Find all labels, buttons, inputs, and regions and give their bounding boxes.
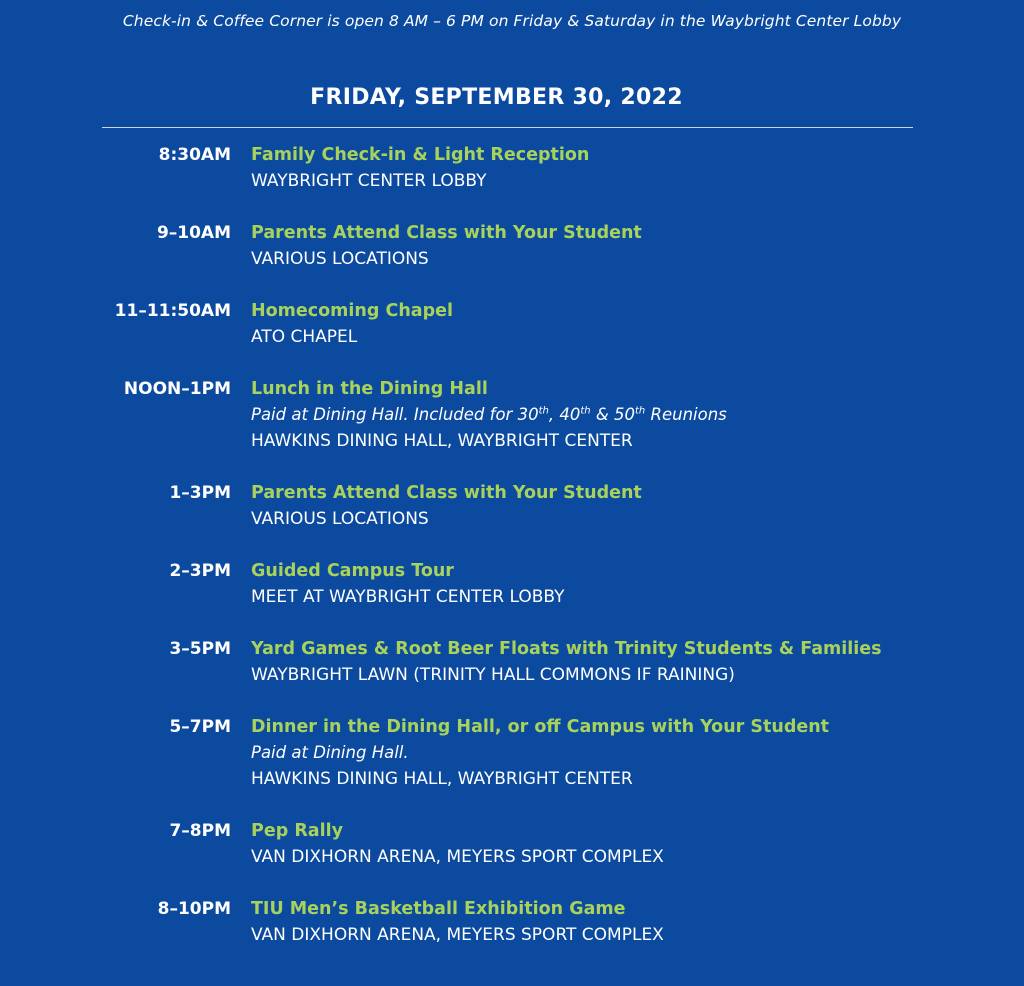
event-location: WAYBRIGHT LAWN (TRINITY HALL COMMONS IF RAINING) (251, 665, 735, 685)
event-time: 9–10AM (156, 223, 231, 243)
note-text: , 40 (548, 405, 581, 424)
event-details (251, 818, 1024, 870)
event-time: 7–8PM (169, 821, 231, 841)
ordinal-suffix: th (634, 405, 646, 417)
note-text: Reunions (645, 405, 727, 424)
event-details (251, 714, 1024, 792)
ordinal-suffix: th (538, 405, 549, 417)
event-title: Lunch in the Dining Hall (251, 379, 488, 399)
schedule-event (0, 636, 1024, 688)
schedule-event (0, 480, 1024, 532)
event-details (251, 220, 1024, 272)
schedule-event (0, 298, 1024, 350)
event-time: 11–11:50AM (114, 301, 231, 321)
event-time: 8–10PM (157, 899, 231, 919)
event-location: VAN DIXHORN ARENA, MEYERS SPORT COMPLEX (251, 925, 664, 945)
schedule-event (0, 558, 1024, 610)
ordinal-suffix: th (580, 405, 591, 417)
heading-divider (102, 127, 913, 128)
event-title: Family Check-in & Light Reception (251, 145, 590, 165)
event-title: Homecoming Chapel (251, 301, 453, 321)
schedule-event (0, 714, 1024, 792)
event-title: Dinner in the Dining Hall, or off Campus with Your Student (251, 717, 830, 737)
event-details (251, 896, 1024, 948)
event-title: Guided Campus Tour (251, 561, 454, 581)
event-location: VARIOUS LOCATIONS (251, 249, 429, 269)
event-time: 5–7PM (169, 717, 231, 737)
schedule-event (0, 376, 1024, 454)
note-text: & 50 (590, 405, 635, 424)
event-details (251, 142, 1024, 194)
event-time: 3–5PM (169, 639, 231, 659)
event-details (251, 376, 1024, 454)
event-note: Paid at Dining Hall. (251, 743, 409, 762)
schedule-list (0, 142, 1024, 974)
event-details (251, 636, 1024, 688)
event-title: Parents Attend Class with Your Student (251, 483, 642, 503)
schedule-event (0, 220, 1024, 272)
schedule-event (0, 142, 1024, 194)
event-details (251, 298, 1024, 350)
schedule-event (0, 896, 1024, 948)
event-details (251, 480, 1024, 532)
event-location: VARIOUS LOCATIONS (251, 509, 429, 529)
note-text: Paid at Dining Hall. Included for 30 (251, 405, 539, 424)
event-location: HAWKINS DINING HALL, WAYBRIGHT CENTER (251, 769, 633, 789)
event-title: Yard Games & Root Beer Floats with Trinity Students & Families (251, 639, 882, 659)
event-time: NOON–1PM (123, 379, 231, 399)
event-title: Parents Attend Class with Your Student (251, 223, 642, 243)
event-note (251, 402, 1024, 428)
event-location: HAWKINS DINING HALL, WAYBRIGHT CENTER (251, 431, 633, 451)
event-title: TIU Men’s Basketball Exhibition Game (251, 899, 626, 919)
hours-banner: Check-in & Coffee Corner is open 8 AM – 6 PM on Friday & Saturday in the Waybright Center Lobby (122, 12, 902, 30)
schedule-event (0, 818, 1024, 870)
event-location: ATO CHAPEL (251, 327, 358, 347)
event-details (251, 558, 1024, 610)
event-location: WAYBRIGHT CENTER LOBBY (251, 171, 487, 191)
event-location: VAN DIXHORN ARENA, MEYERS SPORT COMPLEX (251, 847, 664, 867)
event-time: 2–3PM (169, 561, 231, 581)
event-title: Pep Rally (251, 821, 344, 841)
event-time: 1–3PM (169, 483, 231, 503)
day-heading: FRIDAY, SEPTEMBER 30, 2022 (310, 85, 683, 110)
event-location: MEET AT WAYBRIGHT CENTER LOBBY (251, 587, 565, 607)
event-time: 8:30AM (158, 145, 231, 165)
